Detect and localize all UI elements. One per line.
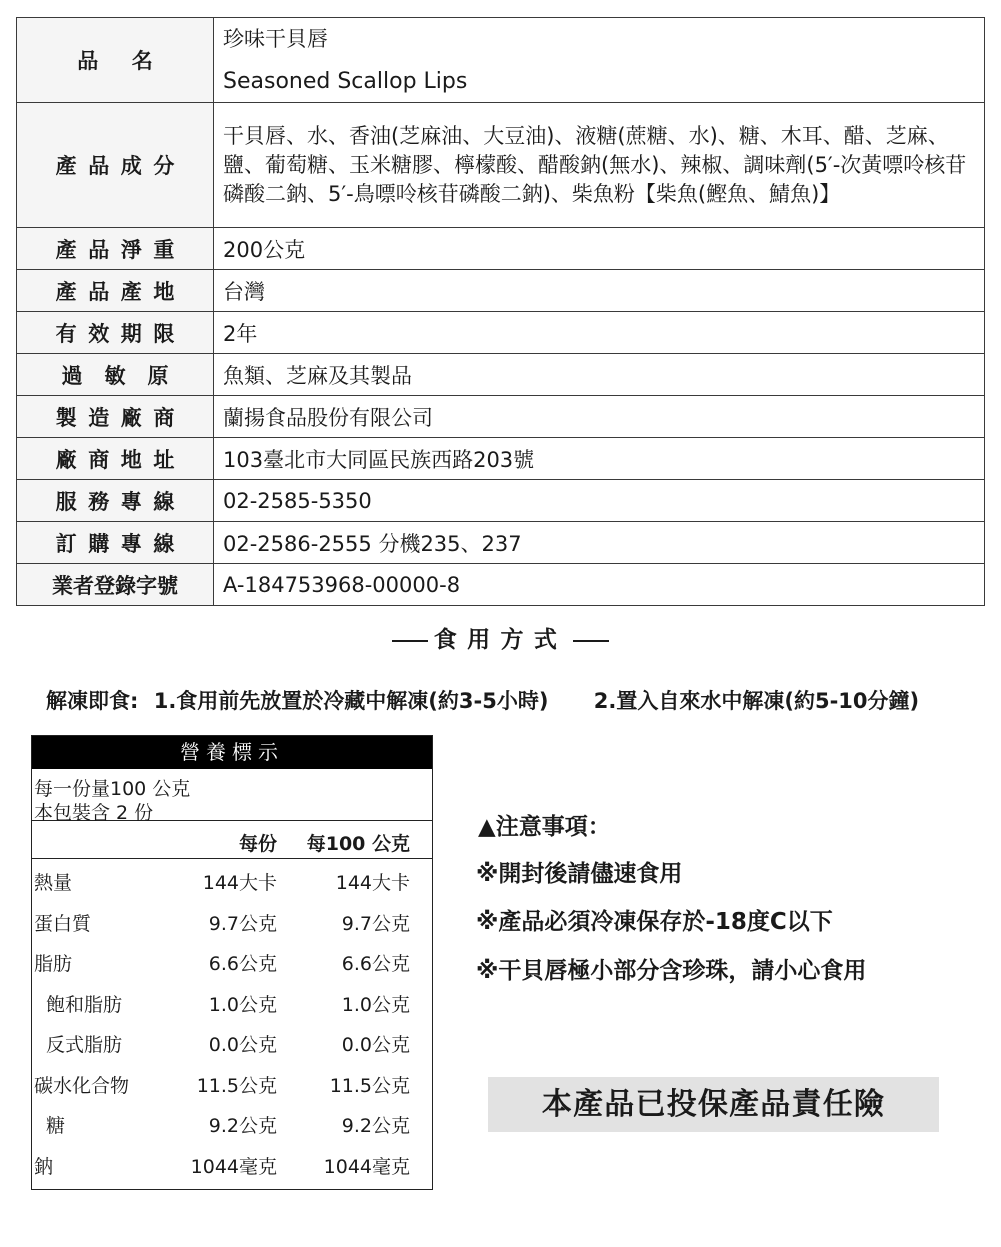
nutrient-name: 脂肪 (34, 953, 73, 975)
nutrient-per-100g: 144大卡 (335, 872, 410, 894)
nutrient-per-100g: 9.7公克 (341, 912, 410, 935)
nutrition-row (32, 900, 432, 941)
nutrition-row (32, 1021, 432, 1062)
info-row (17, 228, 985, 270)
info-label: 有效期限 (17, 312, 214, 354)
nutrient-per-serving: 6.6公克 (208, 953, 277, 975)
info-label: 產品淨重 (17, 228, 214, 270)
nutrient-per-serving: 0.0公克 (208, 1034, 277, 1056)
notice-title: ▲注意事項： (478, 814, 611, 840)
col-per-serving: 每份 (238, 833, 277, 855)
serving-size: 每一份量100 公克 (34, 778, 191, 800)
product-name-row (17, 18, 985, 103)
nutrient-per-serving: 1.0公克 (208, 993, 277, 1016)
insurance-banner: 本產品已投保產品責任險 (488, 1077, 939, 1132)
info-value: 103臺北市大同區民族西路203號 (214, 438, 985, 480)
info-label: 製造廠商 (17, 396, 214, 438)
nutrient-name: 熱量 (34, 872, 73, 894)
nutrition-row (32, 1102, 432, 1143)
info-value: 2年 (214, 312, 985, 354)
nutrition-row (32, 859, 432, 900)
product-info-table (16, 17, 985, 606)
info-value: 200公克 (214, 228, 985, 270)
nutrition-row (32, 1062, 432, 1103)
nutrition-facts-table (31, 735, 433, 1190)
product-name-label: 品名 (17, 18, 214, 103)
info-label: 業者登錄字號 (17, 564, 214, 606)
nutrition-row (32, 1143, 432, 1184)
usage-method-2: 2.置入自來水中解凍(約5-10分鐘) (593, 689, 920, 713)
usage-heading-text: 食用方式 (433, 627, 568, 653)
info-row (17, 480, 985, 522)
nutrient-per-serving: 144大卡 (202, 872, 277, 894)
nutrient-name: 糖 (46, 1115, 66, 1137)
info-value: A-184753968-00000-8 (214, 564, 985, 606)
product-name-en: Seasoned Scallop Lips (223, 69, 468, 94)
nutrition-column-header (32, 821, 432, 859)
product-name-zh: 珍味干貝唇 (223, 27, 328, 51)
nutrient-name: 鈉 (34, 1155, 54, 1178)
info-label: 服務專線 (17, 480, 214, 522)
col-per-100g: 每100 公克 (306, 833, 410, 855)
info-value: 蘭揚食品股份有限公司 (214, 396, 985, 438)
heading-dash-left (392, 640, 428, 642)
nutrient-per-100g: 9.2公克 (341, 1115, 410, 1137)
nutrient-per-100g: 11.5公克 (329, 1074, 410, 1097)
nutrition-row (32, 981, 432, 1022)
heading-dash-right (573, 640, 609, 642)
info-row (17, 354, 985, 396)
ingredients-row (17, 103, 985, 228)
notice-item: ※干貝唇極小部分含珍珠，請小心食用 (476, 958, 867, 984)
nutrient-per-100g: 0.0公克 (341, 1034, 410, 1056)
nutrient-name: 反式脂肪 (46, 1034, 123, 1056)
nutrient-name: 飽和脂肪 (46, 993, 123, 1016)
servings-per-package: 本包裝含 2 份 (34, 802, 154, 824)
info-value: 魚類、芝麻及其製品 (214, 354, 985, 396)
nutrient-per-serving: 1044毫克 (190, 1155, 277, 1178)
nutrition-rows (32, 859, 432, 1183)
info-value: 02-2586-2555 分機235、237 (214, 522, 985, 564)
info-value: 台灣 (214, 270, 985, 312)
nutrition-row (32, 940, 432, 981)
info-row (17, 438, 985, 480)
notice-item: ※開封後請儘速食用 (476, 861, 683, 887)
usage-method-1: 1.食用前先放置於冷藏中解凍(約3-5小時) (153, 689, 549, 713)
nutrient-per-serving: 9.2公克 (208, 1115, 277, 1137)
nutrient-per-serving: 11.5公克 (196, 1074, 277, 1097)
ingredients-value: 干貝唇、水、香油(芝麻油、大豆油)、液糖(蔗糖、水)、糖、木耳、醋、芝麻、鹽、葡萄糖、玉米糖膠、檸檬酸、醋酸鈉(無水)、辣椒、調味劑(5′-次黃嘌呤核苷磷酸二鈉、5′-鳥嘌呤核苷磷酸二鈉)、柴魚粉【柴魚(鰹魚、鯖魚)】 (214, 103, 985, 228)
info-label: 產品產地 (17, 270, 214, 312)
product-name-cell (214, 18, 985, 103)
info-label: 廠商地址 (17, 438, 214, 480)
nutrient-name: 蛋白質 (34, 912, 92, 935)
info-row (17, 312, 985, 354)
nutrient-per-100g: 6.6公克 (341, 953, 410, 975)
usage-instructions (46, 685, 927, 715)
nutrition-serving-info (32, 769, 432, 824)
usage-prefix: 解凍即食: (46, 689, 139, 713)
nutrition-title: 營養標示 (32, 736, 432, 769)
info-row (17, 564, 985, 606)
ingredients-label: 產品成分 (17, 103, 214, 228)
info-row (17, 396, 985, 438)
info-value: 02-2585-5350 (214, 480, 985, 522)
usage-heading (0, 621, 1001, 654)
info-row (17, 270, 985, 312)
nutrient-per-100g: 1044毫克 (323, 1155, 410, 1178)
info-row (17, 522, 985, 564)
nutrient-per-serving: 9.7公克 (208, 912, 277, 935)
nutrient-per-100g: 1.0公克 (341, 993, 410, 1016)
info-label: 過敏原 (17, 354, 214, 396)
info-label: 訂購專線 (17, 522, 214, 564)
notice-item: ※產品必須冷凍保存於-18度C以下 (476, 909, 833, 935)
nutrient-name: 碳水化合物 (34, 1074, 130, 1097)
